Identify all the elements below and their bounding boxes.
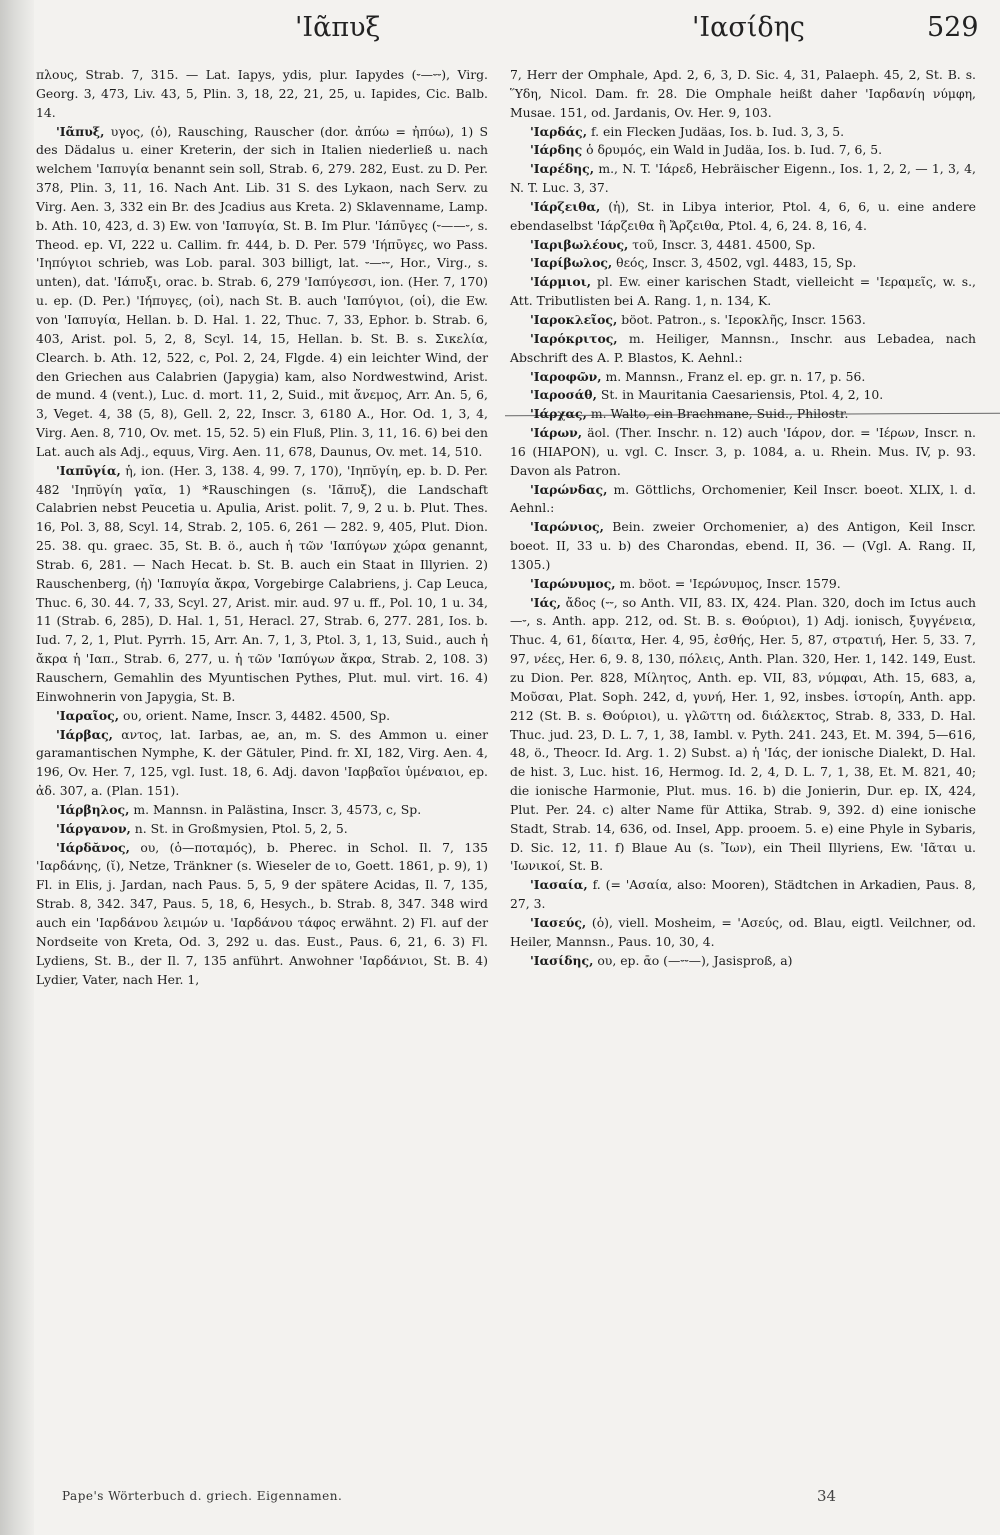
entry-headword: 'Ιασεύς,	[530, 914, 587, 930]
entry-headword: 'Ιάρδης	[530, 142, 583, 158]
right-column	[510, 66, 976, 971]
entry-headword: 'Ιαρίβωλος,	[530, 255, 613, 271]
dictionary-entry	[510, 198, 976, 236]
dictionary-entry	[510, 481, 976, 519]
dictionary-entry	[36, 839, 488, 990]
dictionary-entry	[510, 518, 976, 575]
entry-text: m. Walto, ein Brachmane, Suid., Philostr.	[586, 406, 849, 422]
entry-headword: 'Ιάρων,	[530, 425, 583, 441]
entry-text: τοῦ, Inscr. 3, 4481. 4500, Sp.	[628, 236, 816, 252]
entry-headword: 'Ιᾶπυξ,	[56, 123, 105, 139]
entry-text: m. Mannsn., Franz el. ep. gr. n. 17, p. 56.	[601, 368, 866, 384]
entry-headword: 'Ιάρβηλος,	[56, 801, 130, 817]
dictionary-entry	[510, 594, 976, 877]
dictionary-entry	[510, 141, 976, 160]
entry-headword: 'Ιαροσάθ,	[530, 387, 597, 403]
dictionary-entry	[510, 160, 976, 198]
dictionary-entry	[510, 273, 976, 311]
entry-text: ου, ep. ᾱο (—⏑⏑—), Jasisproß, a)	[593, 952, 793, 968]
running-head-left: 'Ιᾶπυξ	[295, 12, 381, 43]
dictionary-entry	[36, 820, 488, 839]
entry-text: (ἡ), St. in Libya interior, Ptol. 4, 6, 6, u. eine andere ebendaselbst 'Ιάρζειθα ἢ Ἄρζειθα, Ptol. 4, 6, 24. 8, 16, 4.	[510, 198, 976, 233]
dictionary-entry	[36, 123, 488, 462]
entry-text: pl. Ew. einer karischen Stadt, vielleicht = 'Ιεραμεῖς, w. s., Att. Tributlisten bei A. Rang. 1, n. 134, K.	[510, 274, 976, 309]
entry-text: ου, orient. Name, Inscr. 3, 4482. 4500, Sp.	[119, 707, 391, 723]
entry-headword: 'Ιαροφῶν,	[530, 368, 602, 384]
entry-headword: 'Ιάρζειθα,	[530, 198, 601, 214]
entry-headword: 'Ιάρβας,	[56, 726, 113, 742]
left-column	[36, 66, 488, 989]
entry-text: f. ein Flecken Judäas, Ios. b. Iud. 3, 3, 5.	[587, 123, 845, 139]
dictionary-entry	[36, 707, 488, 726]
dictionary-entry	[510, 575, 976, 594]
dictionary-entry	[510, 952, 976, 971]
signature-mark: 34	[817, 1487, 837, 1505]
dictionary-entry	[36, 462, 488, 707]
entry-text: Bein. zweier Orchomenier, a) des Antigon, Keil Inscr. boeot. II, 33 u. b) des Charondas, ebend. II, 36. — (Vgl. A. Rang. II, 1305.)	[510, 519, 976, 572]
entry-headword: 'Ιάρχας,	[530, 406, 587, 422]
entry-text: ἄδος (⏑⏑, so Anth. VII, 83. IX, 424. Plan. 320, doch im Ictus auch —⏑, s. Anth. app. 212, od. St. B. s. Θούριοι), 1) Adj. ionisch, ξυγγένεια, Thuc. 4, 61, δίαιτα, Her. 4, 95, ἐσθής, Her. 5, 87, στρατιή, Her. 5, 33. 7, 97, νέες, Her. 6, 9. 8, 130, πόλεις, Anth. Plan. 320, Her. 1, 142. 149, Eust. zu Dion. Per. 828, Μίλητος, Anth. ep. VII, 83, νύμφαι, Ath. 15, 683, a, Μοῦσαι, Plat. Soph. 242, d, γυνή, Her. 1, 92, insbes. ἱστορίη, Anth. app. 212 (St. B. s. Θούριοι), u. γλῶττη od. διάλεκτος, Strab. 8, 333, D. Hal. Thuc. jud. 23, D. L. 7, 1, 38, Iambl. v. Pyth. 241. 243, Et. M. 394, 5—616, 48, ö., Theocr. Id. Arg. 1. 2) Subst. a) ἡ 'Ιάς, der ionische Dialekt, D. Hal. de hist. 3, Luc. hist. 16, Hermog. Id. 2, 4, D. L. 7, 1, 38, Et. M. 821, 40; die ionische Harmonie, Plut. mus. 16. b) die Jonierin, Dur. ep. IX, 424, Plut. Per. 24. c) alter Name für Attika, Strab. 9, 392. d) eine ionische Stadt, Strab. 14, 636, od. Insel, App. prooem. 5. e) eine Phyle in Sybaris, D. Sic. 12, 11. f) Blaue Au (s. Ἴων), ein Theil Illyriens, Ew. 'Ιᾶται u. 'Ιωνικοί, St. B.	[510, 594, 976, 874]
entry-headword: 'Ιαπῡγία,	[56, 462, 121, 478]
entry-text: böot. Patron., s. 'Ιεροκλῆς, Inscr. 1563.	[617, 311, 866, 327]
entry-headword: 'Ιάργανον,	[56, 820, 131, 836]
entry-text: αντος, lat. Iarbas, ae, an, m. S. des Ammon u. einer garamantischen Nymphe, K. der Gätuler, Pind. fr. XI, 182, Virg. Aen. 4, 196, Ov. Her. 7, 125, vgl. Iust. 18, 6. Adj. davon 'Ιαρβαῖοι ὑμέναιοι, ep. ἀδ. 307, a. (Plan. 151).	[36, 726, 488, 799]
entry-text: 7, Herr der Omphale, Apd. 2, 6, 3, D. Sic. 4, 31, Palaeph. 45, 2, St. B. s. Ὕδη, Nicol. Dam. fr. 28. Die Omphale heißt daher 'Ιαρδανίη νύμφη, Musae. 151, od. Jardanis, Ov. Her. 9, 103.	[510, 67, 976, 120]
entry-text: m. Heiliger, Mannsn., Inschr. aus Lebadea, nach Abschrift des A. P. Blastos, K. Aehnl.:	[510, 330, 976, 365]
entry-headword: 'Ιαρώνυμος,	[530, 575, 616, 591]
entry-headword: 'Ιαρέδης,	[530, 161, 595, 177]
entry-text: ου, (ὁ—ποταμός), b. Pherec. in Schol. Il. 7, 135 'Ιαρδάνης, (ῐ), Netze, Tränkner (s. Wieseler de ιο, Goett. 1861, p. 9), 1) Fl. in Elis, j. Jardan, nach Paus. 5, 5, 9 der spätere Acidas, Il. 7, 135, Strab. 8, 342. 347, Paus. 5, 18, 6, Hesych., b. Strab. 8, 347. 348 wird auch ein 'Ιαρδάνου λειμών u. 'Ιαρδάνου τάφος erwähnt. 2) Fl. auf der Nordseite von Kreta, Od. 3, 292 u. das. Eust., Paus. 6, 21, 6. 3) Fl. Lydiens, St. B., der Il. 7, 135 anführt. Anwohner 'Ιαρδάνιοι, St. B. 4) Lydier, Vater, nach Her. 1,	[36, 839, 488, 987]
entry-headword: 'Ιάρδᾰνος,	[56, 839, 130, 855]
entry-text: m. böot. = 'Ιερώνυμος, Inscr. 1579.	[615, 575, 841, 591]
entry-headword: 'Ιαρόκριτος,	[530, 330, 618, 346]
dictionary-entry	[510, 123, 976, 142]
entry-headword: 'Ιασαία,	[530, 877, 588, 893]
entry-headword: 'Ιαρώνιος,	[530, 519, 604, 535]
entry-headword: 'Ιαροκλεῖος,	[530, 311, 618, 327]
entry-text: m., N. T. 'Ιάρεδ, Hebräischer Eigenn., Ios. 1, 2, 2, — 1, 3, 4, N. T. Luc. 3, 37.	[510, 161, 976, 196]
page-binding-shadow	[0, 0, 34, 1535]
entry-text: (ὁ), viell. Mosheim, = 'Ασεύς, od. Blau, eigtl. Veilchner, od. Heiler, Mannsn., Paus. 10, 30, 4.	[510, 914, 976, 949]
entry-headword: 'Ιαρδάς,	[530, 123, 588, 139]
dictionary-entry	[510, 254, 976, 273]
dictionary-entry	[510, 330, 976, 368]
entry-text: m. Mannsn. in Palästina, Inscr. 3, 4573, c, Sp.	[129, 801, 422, 817]
dictionary-entry	[36, 726, 488, 801]
entry-text: n. St. in Großmysien, Ptol. 5, 2, 5.	[130, 820, 348, 836]
entry-text: äol. (Ther. Inschr. n. 12) auch 'Ιάρον, dor. = 'Ιέρων, Inscr. n. 16 (HIAPON), u. vgl. C. Inscr. 3, p. 1084, a. u. Rhein. Mus. IV, p. 93. Davon als Patron.	[510, 425, 976, 478]
dictionary-entry	[510, 876, 976, 914]
dictionary-entry	[510, 424, 976, 481]
entry-headword: 'Ιάς,	[530, 594, 561, 610]
entry-headword: 'Ιάρμιοι,	[530, 274, 592, 290]
entry-text: m. Göttlichs, Orchomenier, Keil Inscr. boeot. XLIX, l. d. Aehnl.:	[510, 481, 976, 516]
entry-headword: 'Ιαραῖος,	[56, 707, 120, 723]
dictionary-entry	[36, 66, 488, 123]
entry-headword: 'Ιασίδης,	[530, 952, 594, 968]
entry-headword: 'Ιαρώνδας,	[530, 481, 608, 497]
dictionary-entry	[510, 311, 976, 330]
entry-text: υγος, (ὁ), Rausching, Rauscher (dor. ἀπύω = ἠπύω), 1) S des Dädalus u. einer Kreterin, der sich in Italien niederließ u. nach welchem 'Ιαπυγία benannt sein soll, Strab. 6, 279. 282, Eust. zu D. Per. 378, Plin. 3, 11, 16. Nach Ant. Lib. 31 S. des Lykaon, nach Serv. zu Virg. Aen. 3, 332 ein Br. des Jcadius aus Kreta. 2) Sklavenname, Lamp. b. Ath. 10, 423, d. 3) Ew. von 'Ιαπυγία, St. B. Im Plur. 'Ιάπῡγες (⏑——⏑, s. Theod. ep. VI, 222 u. Callim. fr. 444, b. D. Per. 579 'Ιήπῡγες, wo Pass. 'Ιηπύγιοι schrieb, was Lob. paral. 303 billigt, lat. ⏑—⏑⏑, Hor., Virg., s. unten), dat. 'Ιάπυξι, orac. b. Strab. 6, 279 'Ιαπύγεσσι, ion. (Her. 7, 170) u. ep. (D. Per.) 'Ιήπυγες, (οἱ), nach St. B. auch 'Ιαπύγιοι, (οἱ), die Ew. von 'Ιαπυγία, Hellan. b. D. Hal. 1. 22, Thuc. 7, 33, Ephor. b. Strab. 6, 403, Arist. pol. 5, 2, 8, Scyl. 14, 15, Hellan. b. St. B. s. Σικελία, Clearch. b. Ath. 12, 522, c, Pol. 2, 24, Flgde. 4) ein leichter Wind, der den Griechen aus Calabrien (Japygia) kam, also Nordwestwind, Arist. de mund. 4 (vent.), Luc. d. mort. 11, 2, Suid., mit ἄνεμος, Arr. An. 5, 6, 3, Veget. 4, 38 (5, 8), Gell. 2, 22, Inscr. 3, 6180 A., Hor. Od. 1, 3, 4, Virg. Aen. 8, 710, Ov. met. 15, 52. 5) ein Fluß, Plin. 3, 11, 16. 6) bei den Lat. auch als Adj., equus, Virg. Aen. 11, 678, Daunus, Ov. met. 14, 510.	[36, 123, 488, 459]
entry-headword: 'Ιαριβωλέους,	[530, 236, 629, 252]
entry-text: θεός, Inscr. 3, 4502, vgl. 4483, 15, Sp.	[612, 255, 857, 271]
footer-book-title: Pape's Wörterbuch d. griech. Eigennamen.	[62, 1489, 343, 1503]
entry-text: f. (= 'Ασαία, also: Mooren), Städtchen in Arkadien, Paus. 8, 27, 3.	[510, 877, 976, 912]
dictionary-entry	[510, 236, 976, 255]
entry-text: ἡ, ion. (Her. 3, 138. 4, 99. 7, 170), 'Ιηπῠγίη, ep. b. D. Per. 482 'Ιηπῠγίη γαῖα, 1) *Rauschingen (s. 'Ιᾶπυξ), die Landschaft Calabrien nebst Peucetia u. Apulia, Arist. polit. 7, 9, 2 u. b. Plut. Thes. 16, Pol. 3, 88, Scyl. 14, Strab. 2, 105. 6, 261 — 282. 9, 405, Plut. Dion. 25. 38. qu. graec. 35, St. B. ö., auch ἡ τῶν 'Ιαπύγων χώρα genannt, Strab. 6, 281. — Nach Hecat. b. St. B. auch ein Staat in Illyrien. 2) Rauschenberg, (ἡ) 'Ιαπυγία ἄκρα, Vorgebirge Calabriens, j. Cap Leuca, Thuc. 6, 30. 44. 7, 33, Scyl. 27, Arist. mir. aud. 97 u. ff., Pol. 10, 1 u. 34, 11 (Strab. 6, 285), D. Hal. 1, 51, Heracl. 27, Strab. 6, 277. 281, Ios. b. Iud. 7, 2, 1, Plut. Pyrrh. 15, Arr. An. 7, 1, 3, Ptol. 3, 1, 13, Suid., auch ἡ ἄκρα ἡ 'Ιαπ., Strab. 6, 277, u. ἡ τῶν 'Ιαπύγων ἄκρα, Strab. 2, 108. 3) Rauschern, Gemahlin des Myuntischen Pythes, Plut. mul. virt. 16. 4) Einwohnerin von Japygia, St. B.	[36, 462, 488, 704]
dictionary-entry	[36, 801, 488, 820]
page-number: 529	[927, 12, 979, 43]
running-head-right: 'Ιασίδης	[692, 12, 805, 43]
entry-text: ὁ δρυμός, ein Wald in Judäa, Ios. b. Iud. 7, 6, 5.	[582, 142, 883, 158]
dictionary-entry	[510, 368, 976, 387]
entry-text: St. in Mauritania Caesariensis, Ptol. 4, 2, 10.	[596, 387, 884, 403]
dictionary-entry	[510, 386, 976, 405]
entry-text: πλους, Strab. 7, 315. — Lat. Iapys, ydis, plur. Iapydes (⏑—⏑⏑), Virg. Georg. 3, 473, Liv. 43, 5, Plin. 3, 18, 22, 21, 25, u. Iapides, Cic. Balb. 14.	[36, 67, 488, 120]
dictionary-entry	[510, 405, 976, 424]
dictionary-entry	[510, 66, 976, 123]
dictionary-entry	[510, 914, 976, 952]
